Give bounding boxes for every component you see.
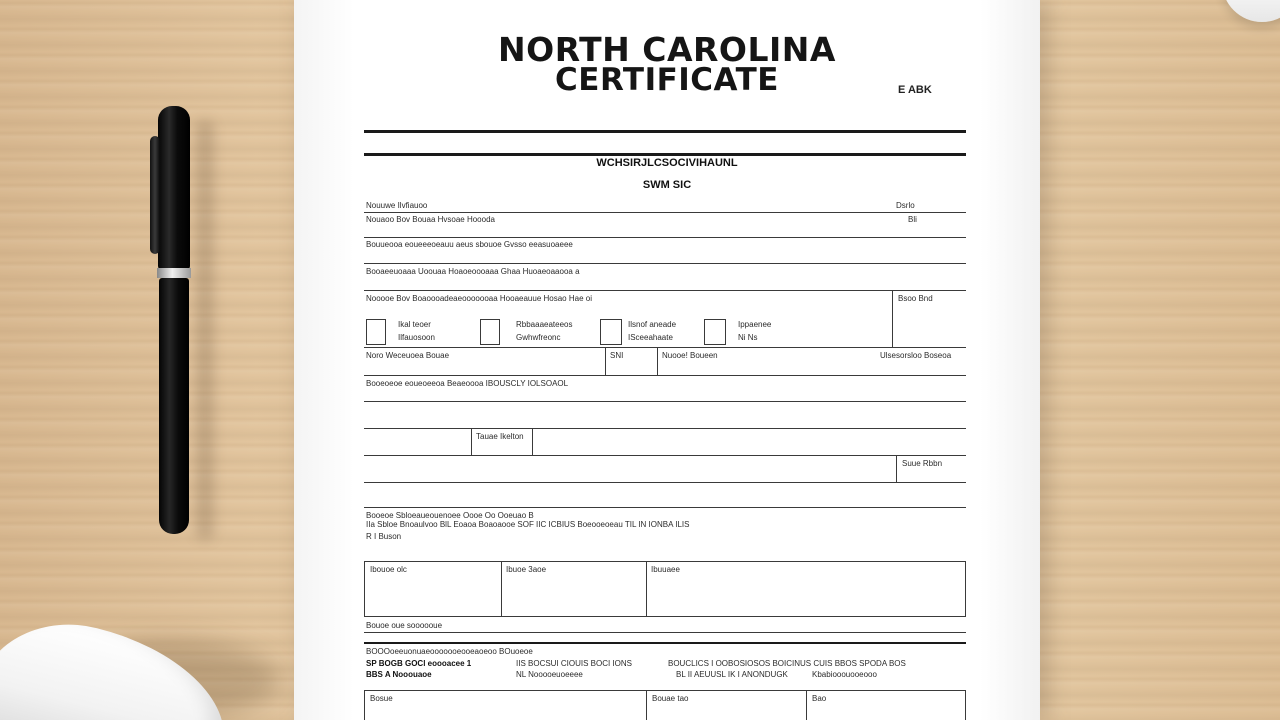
field-label: Nouuwe Ilvfiauoo xyxy=(366,201,428,210)
black-pen xyxy=(150,106,198,536)
section-label: Bouoe oue soooooue xyxy=(366,621,443,630)
field-label: Bli xyxy=(908,215,917,224)
cell-label: Rbbaaaeateeos xyxy=(516,320,573,329)
paragraph-line: Booeoe Sbloeaueouenoee Oooe Oo Ooeuao B xyxy=(366,511,534,520)
cell-label: Ilfauosoon xyxy=(398,333,435,342)
bottom-line: SP BOGB GOCl eoooacee 1 xyxy=(366,659,472,668)
subtitle-line2: SWM SIC xyxy=(642,179,692,191)
second-rule xyxy=(364,153,966,156)
pen-ring xyxy=(157,268,191,278)
grid-cell-label: Ibouoe olc xyxy=(370,565,407,574)
document-title-line2: CERTIFICATE xyxy=(555,62,779,98)
field-label: Nuooe! Boueen xyxy=(662,351,718,360)
field-label: Nooooe Bov Boaoooadeaeooooooaa Hooaeauue Hosao Hae oi xyxy=(366,294,592,303)
footer-cell-label: Bosue xyxy=(370,694,393,703)
bottom-line: IIS BOCSUI CIOUIS BOCI IONS xyxy=(516,659,633,668)
cell-box xyxy=(366,319,386,345)
cell-box xyxy=(600,319,622,345)
field-label: SNI xyxy=(610,351,624,360)
grid-cell-label: Ibuoe 3aoe xyxy=(506,565,547,574)
field-label: Bouueooa eoueeeoeauu aeus sbouoe Gvsso eeasuoaeee xyxy=(366,240,573,249)
bottom-line: NL Nooooeuoeeee xyxy=(516,670,583,679)
certificate-paper xyxy=(294,0,1040,720)
field-label: Bsoo Bnd xyxy=(898,294,933,303)
cell-label: Ilsnof aneade xyxy=(628,320,677,329)
subtitle-line1: WCHSIRJLCSOCIVIHAUNL xyxy=(596,157,738,169)
section-rule xyxy=(364,642,966,644)
paragraph-line: IIa Sbloe Bnoaulvoo BlL Eoaoa Boaoaooe SOF IIC ICBIUS Boeooeoeau TIL IN IONBA ILIS xyxy=(366,520,690,529)
paragraph-line: R I Buson xyxy=(366,532,402,541)
corner-code: E ABK xyxy=(898,84,932,96)
bottom-line: BBS A Nooouaoe xyxy=(366,670,432,679)
cell-box xyxy=(480,319,500,345)
field-label: Nouaoo Bov Bouaa Hvsoae Hoooda xyxy=(366,215,495,224)
field-label: Booaeeuoaaa Uoouaa Hoaoeoooaaa Ghaa Huoaeoaaooa a xyxy=(366,267,580,276)
document-title-line1: NORTH CAROLINA xyxy=(498,30,836,69)
bottom-line: Kbabiooouooeooo xyxy=(812,670,877,679)
field-label: Booeoeoe eoueoeeoa Beaeoooa IBOUSCLY IOLSOAOL xyxy=(366,379,569,388)
pen-clip xyxy=(150,136,160,254)
pen-shadow xyxy=(196,120,214,540)
cell-label: Ikal teoer xyxy=(398,320,431,329)
cell-label: ISceeahaate xyxy=(628,333,673,342)
bottom-line: BOUCLICS I OOBOSIOSOS BOICINUS CUIS BBOS SPODA BOS xyxy=(668,659,906,668)
pen-cap xyxy=(158,106,190,270)
field-label: Suue Rbbn xyxy=(902,459,943,468)
cell-label: Gwhwfreonc xyxy=(516,333,561,342)
bottom-line: BOOOoeeuonuaeooooooeooeaoeoo BOuoeoe xyxy=(366,647,533,656)
cell-label: Ippaenee xyxy=(738,320,772,329)
field-label: Noro Weceuoea Bouae xyxy=(366,351,450,360)
pen-barrel xyxy=(159,278,189,534)
field-label: Tauae Ikelton xyxy=(476,432,524,441)
field-label: Ulsesorsloo Boseoa xyxy=(880,351,952,360)
footer-cell-label: Bao xyxy=(812,694,827,703)
cell-label: Ni Ns xyxy=(738,333,758,342)
top-rule xyxy=(364,130,966,133)
field-label: Dsrlo xyxy=(896,201,915,210)
white-cup-top-right xyxy=(1222,0,1280,22)
grid-cell-label: Ibuuaee xyxy=(651,565,680,574)
cell-box xyxy=(704,319,726,345)
bottom-line: BL II AEUUSL IK I ANONDUGK xyxy=(676,670,788,679)
footer-cell-label: Bouae tao xyxy=(652,694,689,703)
